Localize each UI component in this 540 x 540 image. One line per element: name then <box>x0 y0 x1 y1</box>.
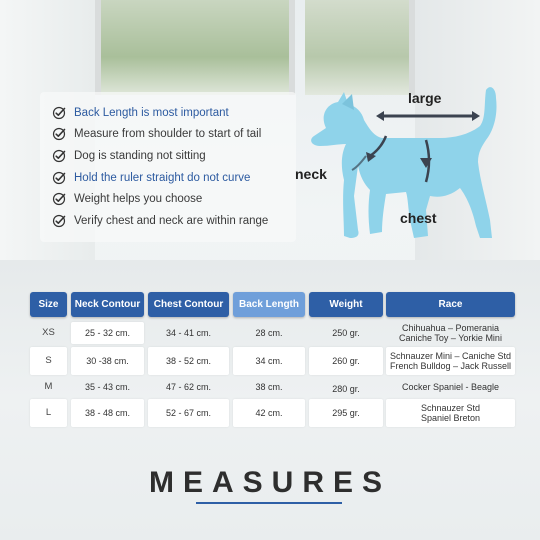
cell-back: 42 cm. <box>255 407 283 418</box>
race-line: Schnauzer Mini – Caniche Std <box>389 350 512 361</box>
cell-size: M <box>44 380 53 392</box>
tip-text: Hold the ruler straight do not curve <box>74 171 251 184</box>
header-back-length: Back Length <box>233 292 305 317</box>
cell-race: Cocker Spaniel - Beagle <box>401 381 500 392</box>
checkmark-icon <box>52 171 66 185</box>
cell-race <box>386 347 515 375</box>
cell-size: XS <box>42 326 55 338</box>
title-underline <box>196 502 342 504</box>
cell-weight: 260 gr. <box>332 355 360 366</box>
cell-neck: 38 - 48 cm. <box>84 407 131 418</box>
race-line: Caniche Toy – Yorkie Mini <box>399 333 502 343</box>
tip-text: Measure from shoulder to start of tail <box>74 128 262 141</box>
cell-neck: 30 -38 cm. <box>86 355 129 366</box>
header-race: Race <box>386 292 515 317</box>
background-window <box>95 0 295 95</box>
tip-item <box>52 188 296 210</box>
header-size: Size <box>30 292 67 317</box>
cell-weight: 295 gr. <box>332 407 360 418</box>
measuring-tips-panel <box>40 92 296 242</box>
cell-chest: 52 - 67 cm. <box>165 407 212 418</box>
cell-size: L <box>45 406 52 418</box>
cell-race <box>386 399 515 427</box>
checkmark-icon <box>52 149 66 163</box>
cell-back: 28 cm. <box>255 327 283 338</box>
cell-neck: 25 - 32 cm. <box>84 327 131 338</box>
checkmark-icon <box>52 127 66 141</box>
cell-chest: 47 - 62 cm. <box>165 381 212 392</box>
race-line: Schnauzer Std <box>420 402 481 413</box>
checkmark-icon <box>52 192 66 206</box>
tip-item <box>52 102 296 124</box>
back-length-label: large <box>408 90 442 106</box>
cell-size: S <box>45 354 52 366</box>
race-line: Chihuahua – Pomerania <box>401 322 500 333</box>
tip-text: Back Length is most important <box>74 106 229 119</box>
tip-item <box>52 167 296 189</box>
cell-race <box>386 320 515 346</box>
page-title: MEASURES <box>148 466 392 499</box>
cell-back: 34 cm. <box>255 355 283 366</box>
tip-item <box>52 145 296 167</box>
tip-text: Weight helps you choose <box>74 193 203 206</box>
cell-back: 38 cm. <box>255 381 283 392</box>
cell-neck: 35 - 43 cm. <box>84 381 131 392</box>
cell-weight: 280 gr. <box>332 383 360 394</box>
checkmark-icon <box>52 106 66 120</box>
race-line: Spaniel Breton <box>420 413 481 423</box>
tip-item <box>52 210 296 232</box>
race-line: French Bulldog – Jack Russell <box>389 361 512 371</box>
tip-item <box>52 124 296 146</box>
header-weight: Weight <box>309 292 383 317</box>
neck-label: neck <box>295 166 327 182</box>
cell-chest: 38 - 52 cm. <box>165 355 212 366</box>
cell-weight: 250 gr. <box>332 327 360 338</box>
checkmark-icon <box>52 214 66 228</box>
header-neck-contour: Neck Contour <box>71 292 144 317</box>
chest-label: chest <box>400 210 437 226</box>
header-chest-contour: Chest Contour <box>148 292 229 317</box>
cell-chest: 34 - 41 cm. <box>165 327 212 338</box>
tip-text: Verify chest and neck are within range <box>74 214 269 227</box>
tip-text: Dog is standing not sitting <box>74 149 206 162</box>
dog-measurement-illustration <box>290 80 510 250</box>
